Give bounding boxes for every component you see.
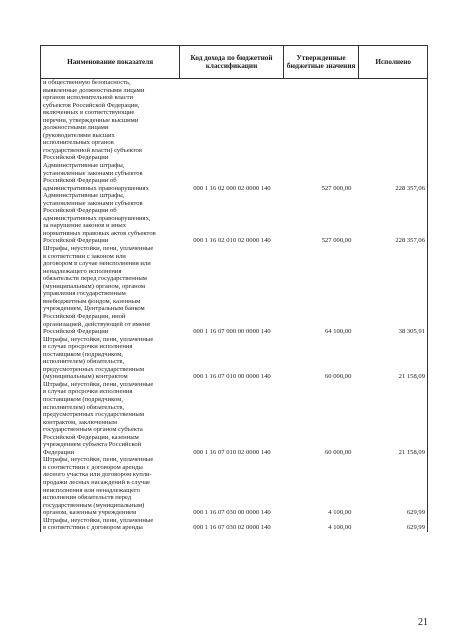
table-header	[41, 46, 427, 79]
row-approved: 527 000,00	[321, 184, 352, 192]
row-done: 38 305,91	[398, 328, 426, 336]
table-row	[41, 192, 427, 245]
row-name: Штрафы, неустойки, пени, уплаченные в случае просрочки исполнения поставщиком (подрядчиком, исполнителем) обязательств, предусмотренных государственным (муниципальным) контрактом	[43, 335, 154, 381]
row-done: 228 357,06	[395, 237, 426, 245]
row-done: 629,99	[406, 524, 426, 532]
table-row	[41, 79, 427, 192]
table-row	[41, 245, 427, 336]
row-name: Штрафы, неустойки, пени, уплаченные в соответствии с договором аренды	[43, 516, 154, 532]
table-row	[41, 336, 427, 381]
row-approved: 64 100,00	[324, 328, 352, 336]
row-code: 000 1 16 07 010 00 0000 140	[193, 373, 271, 381]
row-name: Штрафы, неустойки, пени, уплаченные в соответствии с договором аренды лесного участка или договором купли- продажи лесных насаждений в случае неисполнения или ненадлежащего исполнения обязательств перед государственным (муниципальным) органом, казенным учреждением	[43, 456, 154, 517]
header-code: Код дохода по бюджетной классификации	[180, 46, 283, 78]
header-name: Наименование показателя	[41, 46, 180, 78]
row-code: 000 1 16 02 010 02 0000 140	[193, 237, 271, 245]
table-row	[41, 517, 427, 532]
row-done: 21 158,09	[398, 373, 426, 381]
header-approved: Утвержденные бюджетные значения	[284, 46, 360, 78]
row-approved: 527 000,00	[321, 237, 352, 245]
row-code: 000 1 16 07 010 02 0000 140	[193, 448, 271, 456]
row-approved: 4 100,00	[328, 524, 352, 532]
row-name: Штрафы, неустойки, пени, уплаченные в случае просрочки исполнения поставщиком (подрядчиком, исполнителем) обязательств, предусмотренных государственным контрактом, заключенным государственным органом субъекта Российской Федерации, казенным учреждением субъекта Российской Федерации	[43, 380, 154, 456]
row-code: 000 1 16 07 030 00 0000 140	[193, 509, 271, 517]
row-code: 000 1 16 07 030 02 0000 140	[193, 524, 271, 532]
page-number: 21	[418, 617, 428, 628]
table-body	[41, 79, 427, 532]
row-code: 000 1 16 02 000 02 0000 140	[193, 184, 271, 192]
row-name: Штрафы, неустойки, пени, уплаченные в соответствии с законом или договором в случае неисполнения или ненадлежащего исполнения обязательств перед государственным (муниципальным) органом, органом управления государственным внебюджетным фондом, казенным учреждением, Центральным банком Российской Федерации, иной организацией, действующей от имени Российской Федерации	[43, 245, 154, 336]
row-name: Административные штрафы, установленные законами субъектов Российской Федерации об административных правонарушениях, за нарушение законов и иных нормативных правовых актов субъектов Российской Федерации	[43, 192, 156, 245]
table-row	[41, 381, 427, 456]
row-code: 000 1 16 07 000 00 0000 140	[193, 328, 271, 336]
row-done: 629,99	[406, 509, 426, 517]
row-done: 228 357,06	[395, 184, 426, 192]
row-name: и общественную безопасность, выявленные должностными лицами органов исполнительной власти субъектов Российской Федерации, включенных в соответствующие перечни, утвержденные высшими должностными лицами (руководителями высших исполнительных органов государственной власти) субъектов Российской Федерации Административные штрафы, установленные законами субъектов Российской Федерации об административных правонарушениях	[43, 79, 149, 192]
header-done: Исполнено	[375, 58, 411, 66]
row-approved: 60 000,00	[324, 448, 352, 456]
row-done: 21 158,09	[398, 448, 426, 456]
revenue-table	[40, 45, 428, 532]
row-approved: 4 100,00	[328, 509, 352, 517]
row-approved: 60 000,00	[324, 373, 352, 381]
table-row	[41, 456, 427, 516]
